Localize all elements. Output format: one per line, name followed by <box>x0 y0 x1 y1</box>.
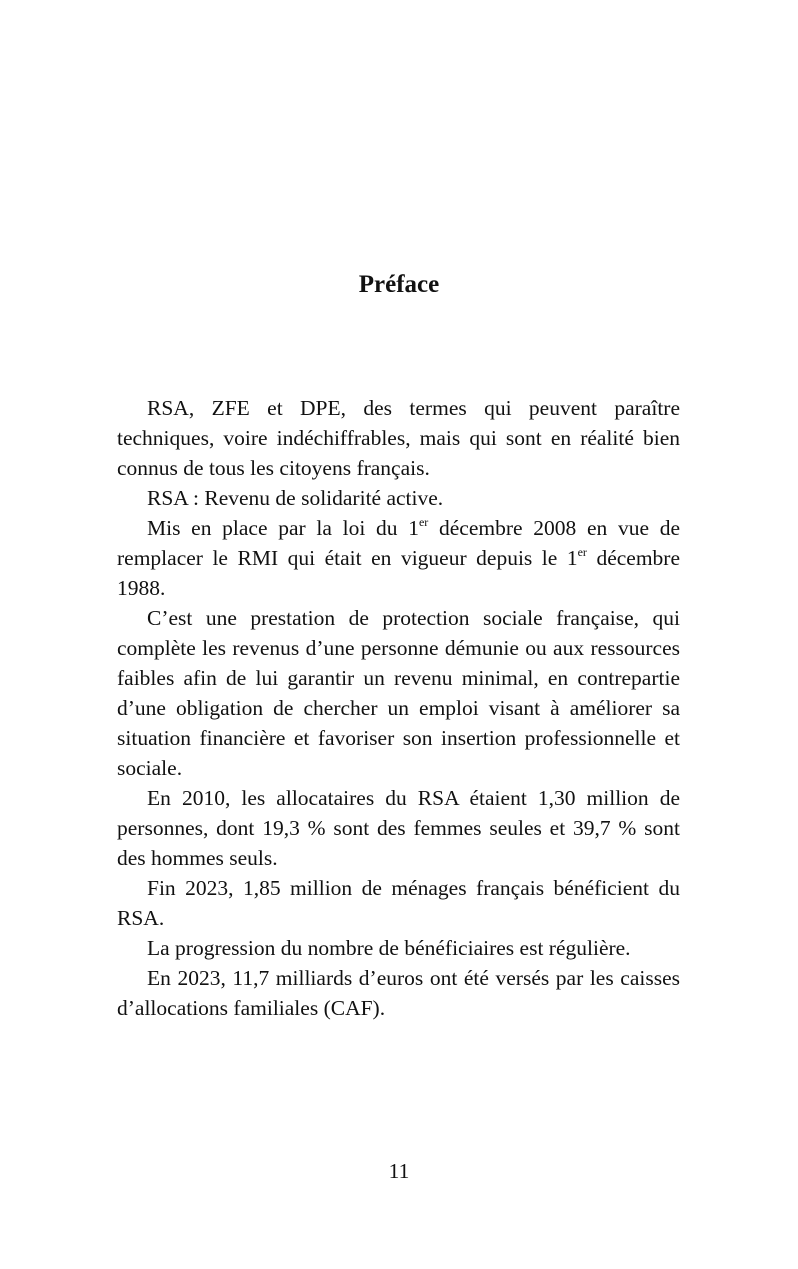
page-title: Préface <box>358 271 440 298</box>
paragraph-text: décembre 2008 en vue de remplacer le RMI qui était en vigueur depuis le 1 <box>117 516 680 570</box>
ordinal-superscript: er <box>577 545 587 559</box>
paragraph: RSA, ZFE et DPE, des termes qui peuvent paraître techniques, voire indéchiffrables, mais qui sont en réalité bien connus de tous les citoyens français. <box>117 396 680 480</box>
paragraph: Fin 2023, 1,85 million de ménages français bénéficient du RSA. <box>117 876 680 930</box>
paragraph-text: décembre 1988. <box>117 546 680 600</box>
paragraph: En 2023, 11,7 milliards d’euros ont été versés par les caisses d’allocations familiales (CAF). <box>117 966 680 1020</box>
page-number: 11 <box>388 1159 410 1183</box>
paragraph <box>117 513 680 603</box>
paragraph: En 2010, les allocataires du RSA étaient 1,30 million de personnes, dont 19,3 % sont des femmes seules et 39,7 % sont des hommes seuls. <box>117 786 680 870</box>
paragraph: RSA : Revenu de solidarité active. <box>147 486 444 510</box>
paragraph: C’est une prestation de protection sociale française, qui complète les revenus d’une personne démunie ou aux ressources faibles afin de lui garantir un revenu minimal, en contrepartie d’une obligation de chercher un emploi visant à améliorer sa situation financière et favoriser son insertion professionnelle et sociale. <box>117 606 680 780</box>
paragraph-text: Mis en place par la loi du 1 <box>147 516 419 540</box>
ordinal-superscript: er <box>418 515 429 529</box>
paragraph: La progression du nombre de bénéficiaires est régulière. <box>147 936 631 960</box>
body-text <box>117 393 680 1023</box>
